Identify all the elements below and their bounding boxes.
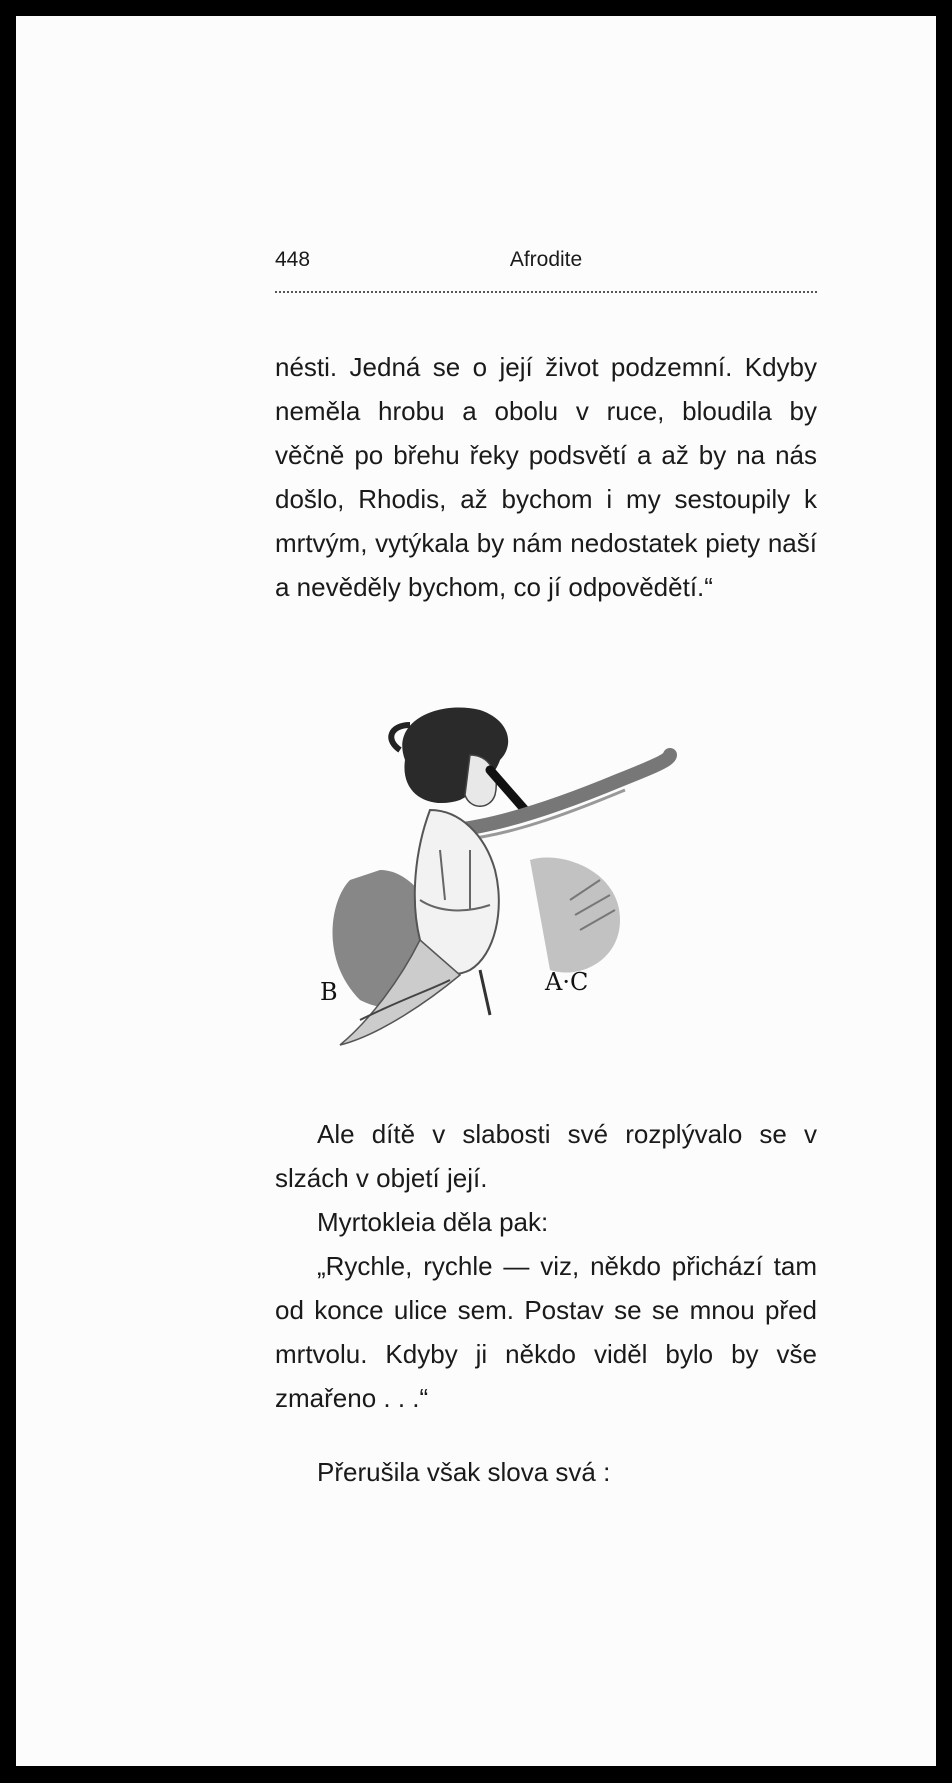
paragraph-5: Přerušila však slova svá : (317, 1457, 611, 1487)
woman-illustration (320, 700, 760, 1090)
paragraph-1: nésti. Jedná se o její život podzemní. Kdyby neměla hrobu a obolu v ruce, bloudila by věčně po břehu řeky podsvětí a až by na nás došlo, Rhodis, až bychom i my sestoupily k mrtvým, vytýkala by nám nedostatek piety naší a nevěděly bychom, co jí odpovědětí.“ (275, 352, 817, 602)
paragraph-3: Myrtokleia děla pak: (317, 1207, 549, 1237)
page-header (275, 248, 817, 274)
page-number: 448 (275, 248, 311, 271)
paragraph-2: Ale dítě v slabosti své rozplývalo se v slzách v objetí její. (275, 1119, 817, 1193)
svg-text:B: B (320, 978, 338, 1006)
running-title: Afrodite (509, 248, 583, 271)
paragraph-4: „Rychle, rychle — viz, někdo přichází tam od konce ulice sem. Postav se se mnou před mrtvolu. Kdyby ji někdo viděl bylo by vše zmařeno . . .“ (275, 1251, 817, 1413)
svg-text:A·C: A·C (545, 968, 589, 996)
header-rule (275, 291, 817, 293)
